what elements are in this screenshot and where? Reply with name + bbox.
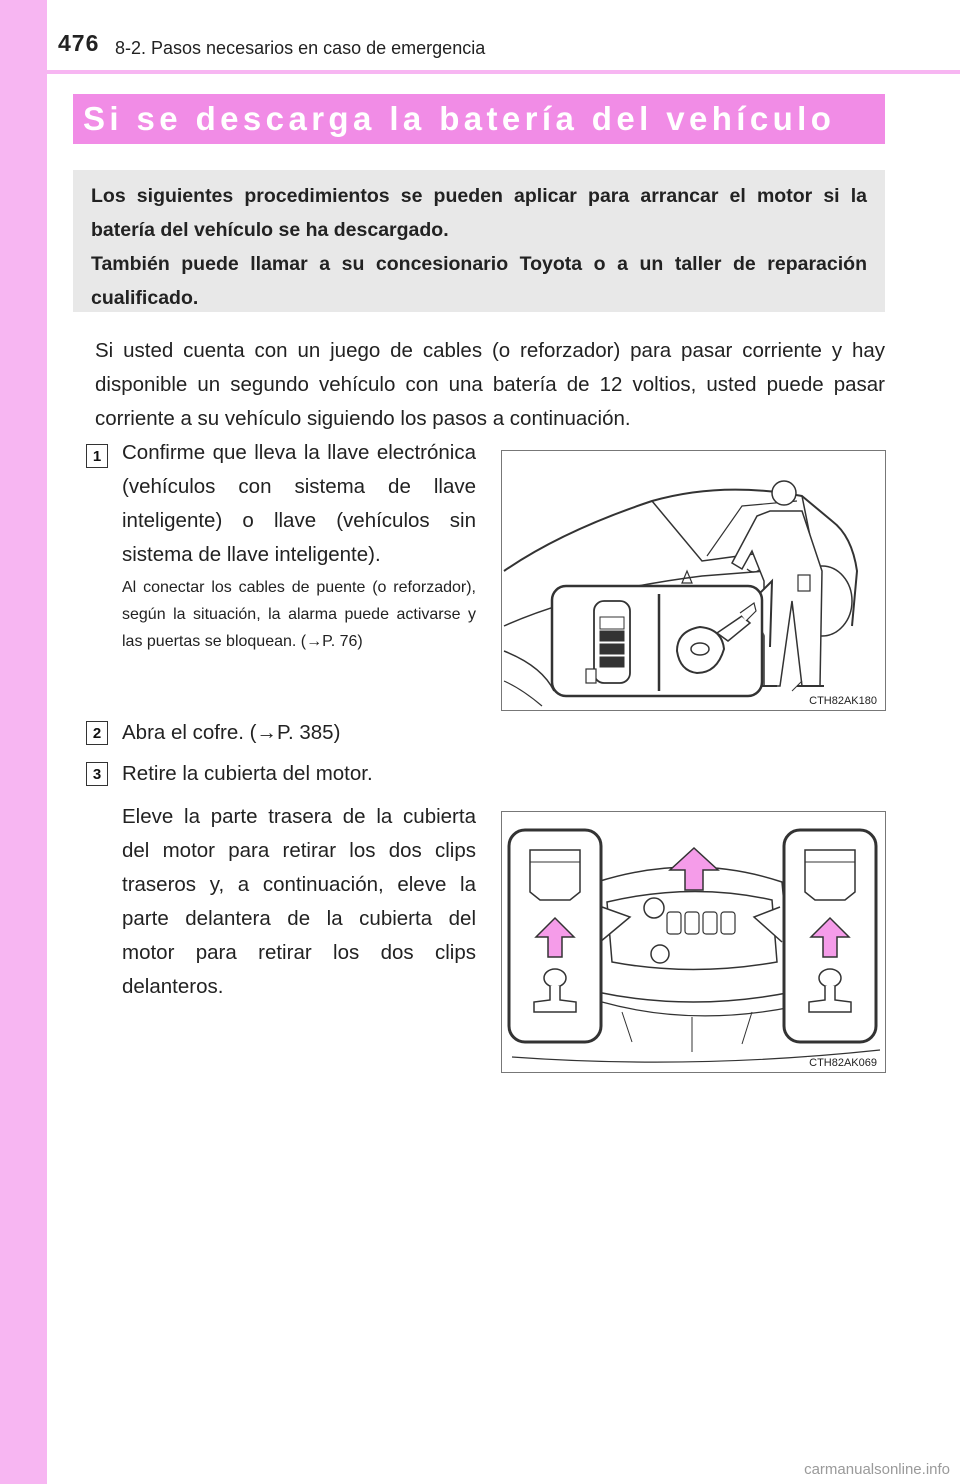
side-strip xyxy=(0,0,47,1484)
section-title: Si se descarga la batería del vehículo xyxy=(83,100,836,137)
figure-car-key xyxy=(501,450,886,711)
car-key-illustration xyxy=(502,451,886,711)
figure-engine-cover xyxy=(501,811,886,1073)
header-rule xyxy=(47,70,960,74)
step-number-1: 1 xyxy=(86,444,108,468)
step-3-text: Retire la cubierta del motor. xyxy=(122,762,373,785)
chapter-title: 8-2. Pasos necesarios en caso de emergencia xyxy=(115,38,486,58)
intro-text-2: También puede llamar a su concesionario Toyota o a un taller de reparación cualificado. xyxy=(91,253,867,309)
section-banner xyxy=(73,94,885,144)
intro-text: Los siguientes procedimientos se pueden aplicar para arrancar el motor si la batería del vehículo se ha descargado. xyxy=(91,185,867,241)
step-number-3: 3 xyxy=(86,762,108,786)
engine-cover-illustration xyxy=(502,812,886,1073)
figure-code-2: CTH82AK069 xyxy=(809,1057,877,1069)
step-2-text: Abra el cofre. (→P. 385) xyxy=(122,721,341,744)
body-paragraph: Si usted cuenta con un juego de cables (o reforzador) para pasar corriente y hay disponible un segundo vehículo con una batería de 12 voltios, usted puede pasar corriente a su vehículo siguiendo los pasos a continuación. xyxy=(95,339,885,430)
figure-code-1: CTH82AK180 xyxy=(809,695,877,707)
page-number: 476 xyxy=(58,30,100,56)
step-1-note: Al conectar los cables de puente (o reforzador), según la situación, la alarma puede activarse y las puertas se bloquean. (→P. 76) xyxy=(122,579,476,650)
step-1-text: Confirme que lleva la llave electrónica (vehículos con sistema de llave inteligente) o llave (vehículos sin sistema de llave inteligente). xyxy=(122,441,476,566)
step-3-detail: Eleve la parte trasera de la cubierta del motor para retirar los dos clips traseros y, a continuación, eleve la parte delantera de la cubierta del motor para retirar los dos clips delanteros. xyxy=(122,805,476,998)
step-number-2: 2 xyxy=(86,721,108,745)
intro-box xyxy=(73,170,885,312)
watermark: carmanualsonline.info xyxy=(804,1461,950,1478)
